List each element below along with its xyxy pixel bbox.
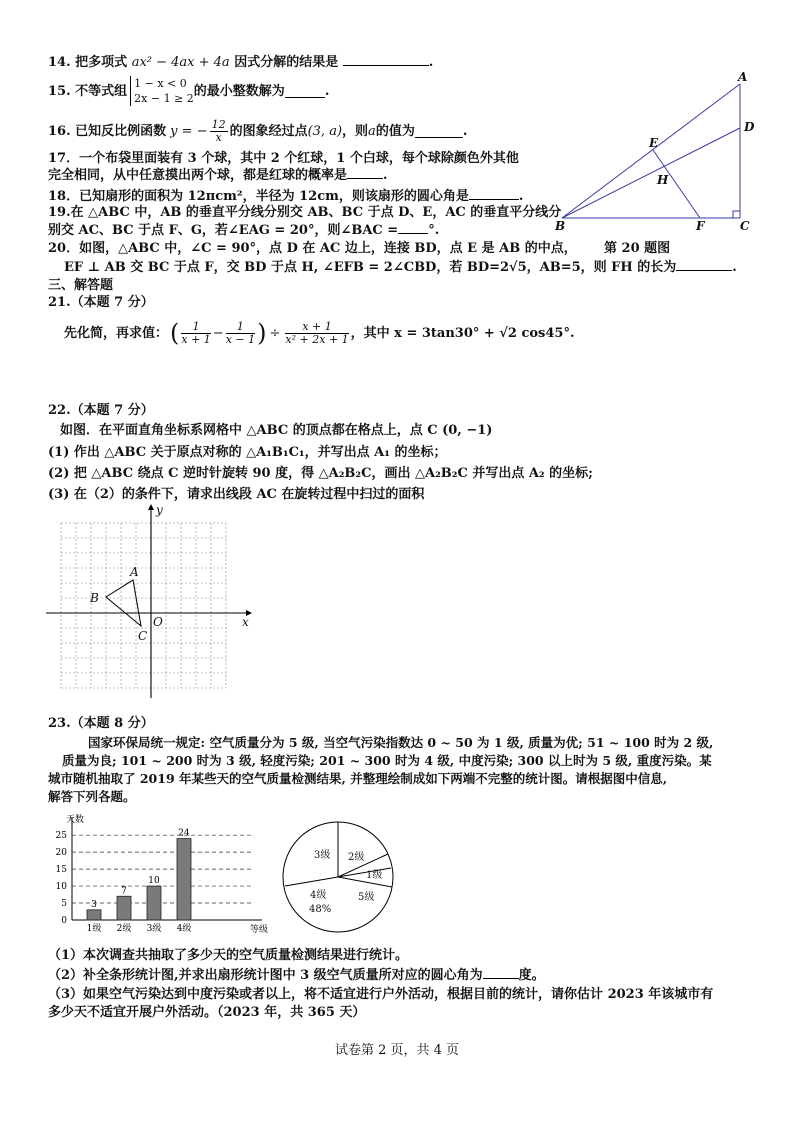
pie-label-3: 3级 [314,850,331,861]
q17-line2: 完全相同，从中任意摸出两个球，都是红球的概率是 . [48,168,388,183]
point-c: C [138,629,148,643]
bar-ytick-label: 0 [61,916,67,926]
q22-title: 22.（本题 7 分） [48,403,154,418]
answer-blank[interactable] [347,166,383,179]
bar-ytick-label: 20 [55,848,67,859]
q16: 16. 已知反比例函数 y = − $\frac{12}{x}$ 的图象经过点 (3, a) ，则 a 的值为 . [48,117,468,144]
bar-ytick-label: 25 [55,831,67,842]
pie-divider-4 [338,877,392,887]
q22-part3: (3) 在（2）的条件下，请求出线段 AC 在旋转过程中扫过的面积 [48,487,425,502]
point-a: A [130,565,139,579]
y-axis-arrow [148,504,154,510]
answer-blank[interactable] [415,125,463,138]
pie-chart [280,812,400,937]
bar-value-label: 3 [91,899,97,910]
axis-label-x: x [242,615,249,629]
bar-2 [117,896,131,920]
q23-title: 23.（本题 8 分） [48,716,154,731]
axis-label-y: y [156,503,163,517]
label-h: H [657,173,669,187]
pie-pct-4: 48% [309,904,332,915]
bar-value-label: 10 [148,876,160,887]
q19-line2: 别交 AC、BC 于点 F、G，若∠EAG = 20°，则∠BAC = °. [48,223,440,238]
coordinate-grid [40,502,270,702]
answer-blank[interactable] [285,85,325,98]
section-heading: 三、解答题 [48,278,114,293]
bar-3 [147,886,161,920]
pie-label-2: 2级 [348,852,365,863]
q23-sub2: （2）补全条形统计图,并求出扇形统计图中 3 级空气质量所对应的圆心角为 度。 [48,968,545,983]
answer-blank[interactable] [343,53,429,66]
label-d: D [744,120,755,134]
side-ab [562,84,740,218]
q23-line3: 城市随机抽取了 2019 年某些天的空气质量检测结果, 并整理绘制成如下两端不完整的统计图。请根据图中信息, [48,771,668,786]
q22-part2: (2) 把 △ABC 绕点 C 逆时针旋转 90 度，得 △A₂B₂C，画出 △A₂B₂C 并写出点 A₂ 的坐标; [48,466,593,481]
answer-blank[interactable] [469,187,519,200]
q23-line2: 质量为良; 101 ~ 200 时为 3 级, 轻度污染; 201 ~ 300 时为 4 级, 中度污染; 300 以上时为 5 级, 重度污染。某 [62,753,712,768]
pie-label-4: 4级 [310,890,327,901]
label-f: F [696,219,705,233]
fig20-caption: 第 20 题图 [604,241,671,256]
q23-line4: 解答下列各题。 [48,789,136,804]
right-angle-mark [733,211,740,218]
pie-label-1: 1级 [366,870,383,881]
bar-chart [40,812,280,937]
q20-line2: EF ⊥ AB 交 BC 于点 F，交 BD 于点 H, ∠EFB = 2∠CBD，若 BD=2√5，AB=5，则 FH 的长为 . [64,260,737,275]
q14: 14. 把多项式 ax² − 4ax + 4a 因式分解的结果是 . [48,55,434,70]
pie-divider-5 [285,877,338,886]
bar-1 [87,910,101,920]
q21-expression: 先化简，再求值： ( $\frac{1}{x + 1}$ − $\frac{1}{x - 1}$ ) ÷ $\frac{x + 1}{\text{x² + 2x + 1}}$ ，其中 x = 3tan30° + √2 cos45°. [64,318,575,347]
q23-sub3a: （3）如果空气污染达到中度污染或者以上，将不适宜进行户外活动，根据目前的统计，请你估计 2023 年该城市有 [48,987,714,1002]
q17-line1: 17．一个布袋里面装有 3 个球，其中 2 个红球，1 个白球，每个球除颜色外其他 [48,151,519,166]
bar-4 [177,839,191,920]
page-footer: 试卷第 2 页，共 4 页 [334,1043,460,1058]
q22-intro: 如图．在平面直角坐标系网格中 △ABC 的顶点都在格点上，点 C (0, −1) [60,423,493,438]
q18: 18．已知扇形的面积为 12πcm²，半径为 12cm，则该扇形的圆心角是 . [48,189,524,204]
q19-line1: 19.在 △ABC 中，AB 的垂直平分线分别交 AB、BC 于点 D、E，AC 的垂直平分线分 [48,205,562,220]
fig20-triangle [550,68,760,236]
answer-blank[interactable] [676,258,732,271]
answer-blank[interactable] [398,221,428,234]
bar-value-label: 7 [121,886,127,897]
label-b: B [555,219,566,233]
bar-category-label: 2级 [116,924,132,934]
bar-chart-xlabel: 等级 [250,925,269,935]
bar-value-label: 24 [178,828,190,839]
label-c: C [740,219,750,233]
bar-ytick-label: 15 [55,865,67,876]
pie-divider-3 [338,868,391,877]
q22-part1: (1) 作出 △ABC 关于原点对称的 △A₁B₁C₁，并写出点 A₁ 的坐标； [48,445,447,460]
bar-category-label: 3级 [146,924,162,934]
pie-label-5: 5级 [358,892,375,903]
q21-title: 21.（本题 7 分） [48,295,154,310]
point-b: B [90,591,99,605]
bar-category-label: 1级 [86,924,102,934]
bar-chart-ylabel: 天数 [66,815,85,825]
origin-label: O [153,615,163,629]
q23-line1: 国家环保局统一规定: 空气质量分为 5 级, 当空气污染指数达 0 ~ 50 为 1 级, 质量为优; 51 ~ 100 时为 2 级, [88,735,714,750]
bar-ytick-label: 10 [55,882,67,893]
bar-category-label: 4级 [176,924,192,934]
label-a: A [738,70,748,84]
answer-blank[interactable] [483,966,519,979]
bar-ytick-label: 5 [61,899,67,910]
q23-sub1: （1）本次调查共抽取了多少天的空气质量检测结果进行统计。 [48,948,409,963]
q20-line1: 20．如图，△ABC 中，∠C = 90°，点 D 在 AC 边上，连接 BD，点 E 是 AB 的中点， [48,241,577,256]
label-e: E [649,136,659,150]
q15: 15. 不等式组 1 − x < 0 2x − 1 ≥ 2 的最小整数解为 . [48,77,330,105]
q23-sub3b: 多少天不适宜开展户外活动。（2023 年，共 365 天） [48,1005,366,1020]
